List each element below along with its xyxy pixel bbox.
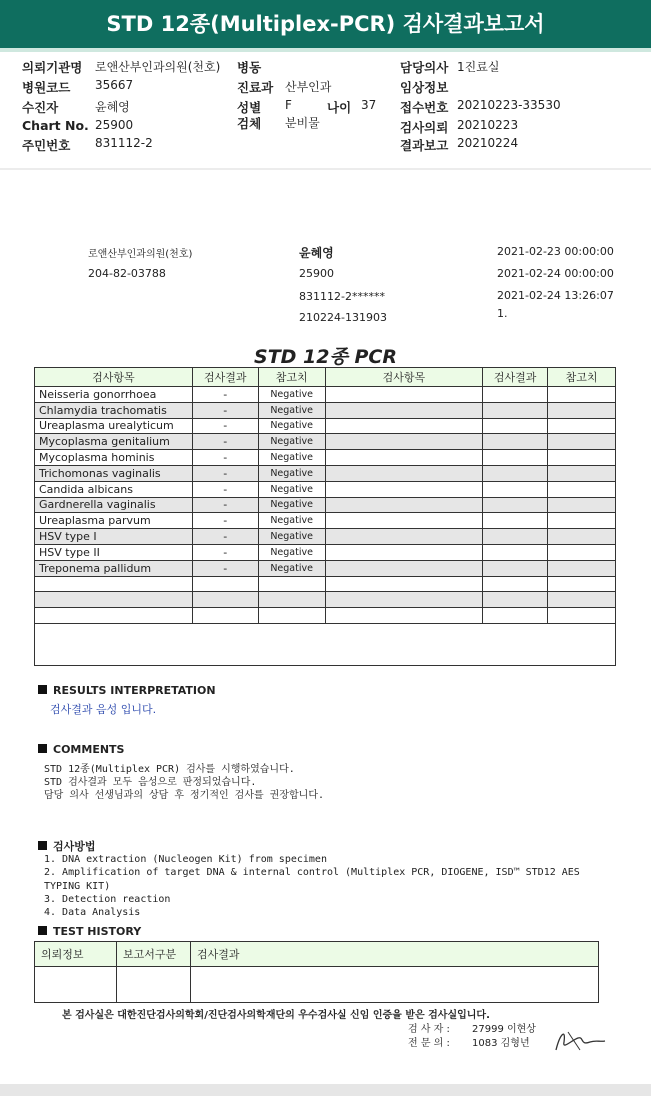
empty-cell	[325, 402, 483, 418]
report-title-bar	[0, 0, 651, 48]
test-item-cell: Chlamydia trachomatis	[35, 402, 193, 418]
test-result-cell: -	[192, 465, 258, 481]
test-item-cell: Gardnerella vaginalis	[35, 497, 193, 513]
empty-cell	[483, 465, 548, 481]
empty-cell	[483, 576, 548, 592]
empty-cell	[548, 387, 616, 403]
pcr-title: STD 12종 PCR	[254, 346, 397, 368]
empty-cell	[483, 513, 548, 529]
ward-label: 병동	[237, 60, 262, 75]
col-ref-1: 참고치	[258, 368, 325, 387]
bullet-square	[38, 926, 47, 935]
chart-value: 25900	[95, 118, 134, 132]
table-row	[35, 529, 616, 545]
test-item-cell: HSV type I	[35, 529, 193, 545]
test-result-cell: -	[192, 529, 258, 545]
empty-cell	[325, 450, 483, 466]
empty-cell	[483, 481, 548, 497]
col-result-1: 검사결과	[192, 368, 258, 387]
req-value: 20210223	[457, 118, 519, 132]
empty-cell	[548, 592, 616, 608]
col-item-2: 검사항목	[325, 368, 483, 387]
empty-cell	[548, 465, 616, 481]
table-row	[35, 544, 616, 560]
empty-cell	[548, 560, 616, 576]
empty-cell	[325, 387, 483, 403]
patient-label: 수진자	[22, 100, 59, 115]
reference-cell	[258, 608, 325, 624]
info-patient: 윤혜영	[299, 246, 334, 260]
test-result-cell	[192, 592, 258, 608]
empty-cell	[325, 465, 483, 481]
specialist-label: 전 문 의 :	[408, 1038, 450, 1049]
test-result-cell: -	[192, 481, 258, 497]
test-result-cell: -	[192, 387, 258, 403]
tester-value: 27999 이현상	[472, 1024, 536, 1035]
clinic-label: 임상정보	[400, 80, 449, 95]
method-title: 검사방법	[53, 840, 96, 853]
specimen-value: 분비물	[285, 116, 320, 130]
test-result-cell: -	[192, 418, 258, 434]
method-line: TYPING KIT)	[44, 881, 111, 892]
empty-cell	[325, 418, 483, 434]
table-row	[35, 418, 616, 434]
test-result-cell	[192, 576, 258, 592]
test-item-cell: Treponema pallidum	[35, 560, 193, 576]
comments-heading	[38, 743, 124, 756]
report-value: 20210224	[457, 136, 519, 150]
history-col-request: 의뢰정보	[35, 942, 117, 967]
table-row	[35, 497, 616, 513]
empty-cell	[548, 434, 616, 450]
col-ref-2: 참고치	[548, 368, 616, 387]
test-result-cell: -	[192, 544, 258, 560]
inst-label: 의뢰기관명	[22, 60, 83, 75]
signature-image	[550, 1024, 608, 1054]
req-label: 검사의뢰	[400, 120, 449, 135]
reference-cell: Negative	[258, 544, 325, 560]
method-line: 3. Detection reaction	[44, 894, 171, 905]
blank-cell	[35, 623, 616, 665]
reference-cell	[258, 576, 325, 592]
hosp-code-label: 병원코드	[22, 80, 71, 95]
bullet-square	[38, 744, 47, 753]
table-row	[35, 450, 616, 466]
inst-value: 로앤산부인과의원(천호)	[95, 60, 221, 74]
test-item-cell	[35, 576, 193, 592]
date3: 2021-02-24 13:26:07	[497, 289, 614, 302]
bullet-square	[38, 841, 47, 850]
interpretation-text: 검사결과 음성 입니다.	[50, 703, 157, 716]
date1: 2021-02-23 00:00:00	[497, 245, 614, 258]
doctor-value: 1진료실	[457, 60, 500, 74]
test-item-cell: Trichomonas vaginalis	[35, 465, 193, 481]
history-heading	[38, 925, 141, 938]
test-item-cell: Ureaplasma urealyticum	[35, 418, 193, 434]
dept-label: 진료과	[237, 80, 274, 95]
table-blank-row	[35, 623, 616, 665]
empty-cell	[325, 529, 483, 545]
history-col-result: 검사결과	[191, 942, 599, 967]
interpretation-title: RESULTS INTERPRETATION	[53, 684, 216, 697]
test-item-cell	[35, 608, 193, 624]
empty-cell	[483, 418, 548, 434]
empty-cell	[548, 576, 616, 592]
method-line: 1. DNA extraction (Nucleogen Kit) from specimen	[44, 854, 327, 865]
empty-cell	[325, 560, 483, 576]
dept-value: 산부인과	[285, 80, 332, 94]
history-col-type: 보고서구분	[117, 942, 191, 967]
test-result-cell: -	[192, 450, 258, 466]
info-chart: 25900	[299, 267, 334, 280]
sex-value: F	[285, 98, 292, 112]
empty-cell	[548, 513, 616, 529]
empty-cell	[548, 544, 616, 560]
test-result-cell: -	[192, 497, 258, 513]
table-row	[35, 465, 616, 481]
empty-cell	[483, 544, 548, 560]
bullet-square	[38, 685, 47, 694]
table-row	[35, 576, 616, 592]
report-paper	[0, 170, 651, 1084]
tester-label: 검 사 자 :	[408, 1024, 450, 1035]
col-result-2: 검사결과	[483, 368, 548, 387]
empty-cell	[548, 402, 616, 418]
hosp-code-value: 35667	[95, 78, 134, 92]
date2: 2021-02-24 00:00:00	[497, 267, 614, 280]
test-item-cell: Candida albicans	[35, 481, 193, 497]
test-item-cell	[35, 592, 193, 608]
empty-cell	[483, 560, 548, 576]
test-result-cell	[192, 608, 258, 624]
recv-value: 20210223-33530	[457, 98, 561, 112]
clinic-reg: 204-82-03788	[88, 267, 166, 280]
method-heading	[38, 838, 96, 854]
empty-cell	[548, 497, 616, 513]
empty-cell	[548, 529, 616, 545]
patient-header	[0, 48, 651, 168]
date3-cont: 1.	[497, 307, 508, 320]
comment-line: STD 검사결과 모두 음성으로 판정되었습니다.	[44, 777, 257, 788]
chart-label: Chart No.	[22, 118, 89, 133]
empty-cell	[483, 402, 548, 418]
report-title: STD 12종(Multiplex-PCR) 검사결과보고서	[106, 12, 545, 36]
test-result-cell: -	[192, 402, 258, 418]
empty-cell	[325, 608, 483, 624]
table-row	[35, 387, 616, 403]
patient-value: 윤혜영	[95, 100, 130, 114]
table-row	[35, 592, 616, 608]
cert-statement: 본 검사실은 대한진단검사의학회/진단검사의학재단의 우수검사실 신임 인증을 받은 검사실입니다.	[62, 1010, 490, 1021]
doctor-label: 담당의사	[400, 60, 449, 75]
info-rrn: 831112-2******	[299, 290, 385, 303]
page-bottom-strip	[0, 1084, 651, 1096]
test-item-cell: Ureaplasma parvum	[35, 513, 193, 529]
empty-cell	[325, 497, 483, 513]
reference-cell: Negative	[258, 402, 325, 418]
empty-cell	[483, 434, 548, 450]
clinic-name: 로앤산부인과의원(천호)	[88, 249, 193, 260]
empty-cell	[483, 529, 548, 545]
reference-cell	[258, 592, 325, 608]
history-cell	[191, 967, 599, 1003]
reference-cell: Negative	[258, 529, 325, 545]
empty-cell	[483, 608, 548, 624]
empty-cell	[548, 418, 616, 434]
empty-cell	[325, 434, 483, 450]
table-row	[35, 481, 616, 497]
test-result-cell: -	[192, 560, 258, 576]
test-item-cell: Mycoplasma hominis	[35, 450, 193, 466]
reference-cell: Negative	[258, 387, 325, 403]
empty-cell	[483, 497, 548, 513]
empty-cell	[483, 450, 548, 466]
empty-cell	[325, 481, 483, 497]
sex-label: 성별	[237, 100, 262, 115]
reference-cell: Negative	[258, 513, 325, 529]
comments-title: COMMENTS	[53, 743, 125, 756]
history-table	[34, 941, 599, 1003]
specimen-label: 검체	[237, 116, 262, 131]
empty-cell	[325, 513, 483, 529]
history-cell	[117, 967, 191, 1003]
table-row	[35, 608, 616, 624]
empty-cell	[548, 481, 616, 497]
reference-cell: Negative	[258, 497, 325, 513]
specialist-value: 1083 김형년	[472, 1038, 530, 1049]
comment-line: 담당 의사 선생님과의 상담 후 정기적인 검사를 권장합니다.	[44, 790, 325, 801]
table-row	[35, 402, 616, 418]
col-item-1: 검사항목	[35, 368, 193, 387]
reference-cell: Negative	[258, 481, 325, 497]
reference-cell: Negative	[258, 450, 325, 466]
comment-line: STD 12종(Multiplex PCR) 검사를 시행하였습니다.	[44, 764, 295, 775]
method-line: 4. Data Analysis	[44, 907, 141, 918]
empty-cell	[483, 592, 548, 608]
table-row	[35, 434, 616, 450]
test-item-cell: Mycoplasma genitalium	[35, 434, 193, 450]
test-item-cell: HSV type II	[35, 544, 193, 560]
recv-label: 접수번호	[400, 100, 449, 115]
empty-cell	[548, 450, 616, 466]
reference-cell: Negative	[258, 418, 325, 434]
sample-no: 210224-131903	[299, 311, 387, 324]
empty-cell	[325, 592, 483, 608]
reference-cell: Negative	[258, 560, 325, 576]
table-row	[35, 513, 616, 529]
rrn-label: 주민번호	[22, 138, 71, 153]
empty-cell	[548, 608, 616, 624]
age-value: 37	[361, 98, 377, 112]
interpretation-heading	[38, 684, 216, 697]
table-row	[35, 560, 616, 576]
reference-cell: Negative	[258, 434, 325, 450]
reference-cell: Negative	[258, 465, 325, 481]
test-item-cell: Neisseria gonorrhoea	[35, 387, 193, 403]
history-cell	[35, 967, 117, 1003]
empty-cell	[483, 387, 548, 403]
history-title: TEST HISTORY	[53, 925, 142, 938]
rrn-value: 831112-2	[95, 136, 153, 150]
age-label: 나이	[327, 100, 352, 115]
result-table	[34, 367, 616, 666]
empty-cell	[325, 576, 483, 592]
test-result-cell: -	[192, 513, 258, 529]
empty-cell	[325, 544, 483, 560]
method-line: 2. Amplification of target DNA & internal control (Multiplex PCR, DIOGENE, ISD™ STD12 AES	[44, 867, 580, 878]
report-label: 결과보고	[400, 138, 449, 153]
test-result-cell: -	[192, 434, 258, 450]
